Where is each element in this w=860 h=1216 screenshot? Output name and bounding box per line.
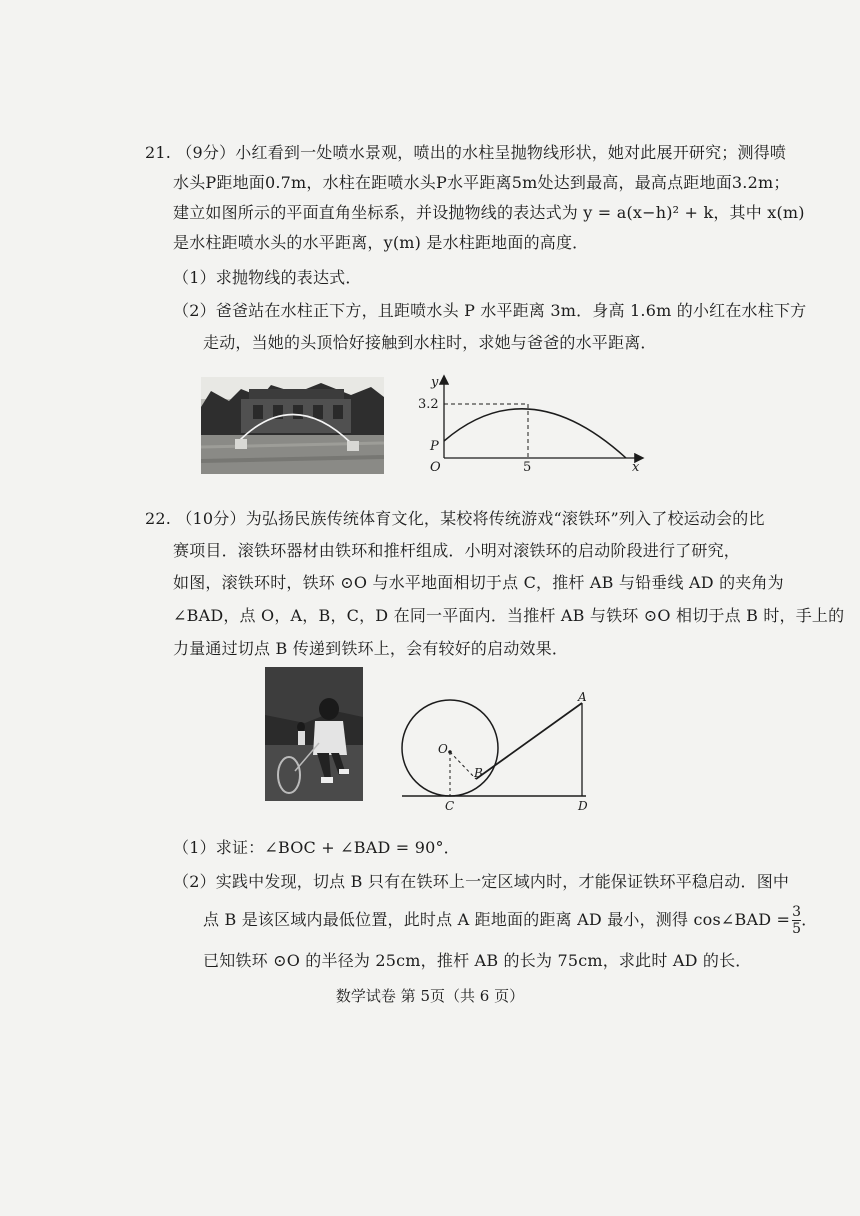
fraction-numerator: 3 — [792, 904, 802, 920]
point-o-label: O — [438, 742, 448, 756]
point-d-label: D — [578, 799, 588, 813]
q22-line-2: 赛项目．滚铁环器材由铁环和推杆组成．小明对滚铁环的启动阶段进行了研究， — [173, 541, 741, 560]
q22-part-1: （1）求证：∠BOC + ∠BAD = 90°． — [173, 838, 460, 857]
q21-part-1: （1）求抛物线的表达式． — [173, 268, 362, 287]
x-tick-label: 5 — [523, 460, 532, 475]
point-a-label: A — [578, 690, 587, 704]
x-axis-label: x — [632, 460, 640, 475]
q22-part-2-text: 点 B 是该区域内最低位置，此时点 A 距地面的距离 AD 最小，测得 cos∠BAD = — [203, 910, 791, 929]
parabola-curve — [444, 409, 626, 458]
fountain-photo — [201, 377, 384, 474]
center-point — [448, 750, 452, 754]
q22-line-1: 22. （10分）为弘扬民族传统体育文化，某校将传统游戏“滚铁环”列入了校运动会的比 — [145, 509, 765, 528]
q22-part-2-line-3: 已知铁环 ⊙O 的半径为 25cm，推杆 AB 的长为 75cm，求此时 AD 的长． — [203, 951, 752, 970]
hoop-circle — [402, 700, 498, 796]
origin-label: O — [430, 460, 441, 475]
q21-part-2-line-2: 走动，当她的头顶恰好接触到水柱时，求她与爸爸的水平距离． — [203, 333, 657, 352]
q21-line-4: 是水柱距喷水头的水平距离，y(m) 是水柱距地面的高度． — [173, 233, 589, 252]
y-axis-label: y — [431, 375, 439, 390]
q22-part-2-line-1: （2）实践中发现，切点 B 只有在铁环上一定区域内时，才能保证铁环平稳启动．图中 — [173, 872, 790, 891]
fraction-denominator: 5 — [792, 921, 802, 937]
q21-line-1: 21. （9分）小红看到一处喷水景观，喷出的水柱呈抛物线形状，她对此展开研究；测得喷 — [145, 143, 787, 162]
q22-part-2-end: ． — [801, 910, 818, 929]
q22-line-5: 力量通过切点 B 传递到铁环上，会有较好的启动效果． — [173, 639, 569, 658]
cos-fraction — [792, 905, 801, 936]
hoop-rolling-photo — [265, 667, 363, 801]
q22-line-4: ∠BAD，点 O，A，B，C，D 在同一平面内．当推杆 AB 与铁环 ⊙O 相切于点 B 时，手上的 — [173, 606, 845, 625]
push-rod-ab — [476, 703, 582, 779]
parabola-graph — [420, 373, 650, 473]
page-footer: 数学试卷 第 5页（共 6 页） — [335, 987, 525, 1005]
q22-part-2-line-2 — [203, 905, 817, 936]
q22-line-3: 如图，滚铁环时，铁环 ⊙O 与水平地面相切于点 C，推杆 AB 与铅垂线 AD 的夹角为 — [173, 573, 784, 592]
point-c-label: C — [445, 799, 455, 813]
point-b-label: B — [474, 766, 483, 780]
y-tick-label: 3.2 — [418, 397, 439, 412]
point-p-label: P — [430, 439, 439, 454]
radius-ob — [450, 752, 476, 779]
q21-line-3: 建立如图所示的平面直角坐标系，并设抛物线的表达式为 y = a(x−h)² + k，其中 x(m) — [173, 203, 805, 222]
q21-part-2-line-1: （2）爸爸站在水柱正下方，且距喷水头 P 水平距离 3m．身高 1.6m 的小红在水柱下方 — [173, 301, 807, 320]
q21-line-2: 水头P距地面0.7m，水柱在距喷水头P水平距离5m处达到最高，最高点距地面3.2m； — [173, 173, 790, 192]
hoop-geometry-diagram — [400, 690, 600, 818]
